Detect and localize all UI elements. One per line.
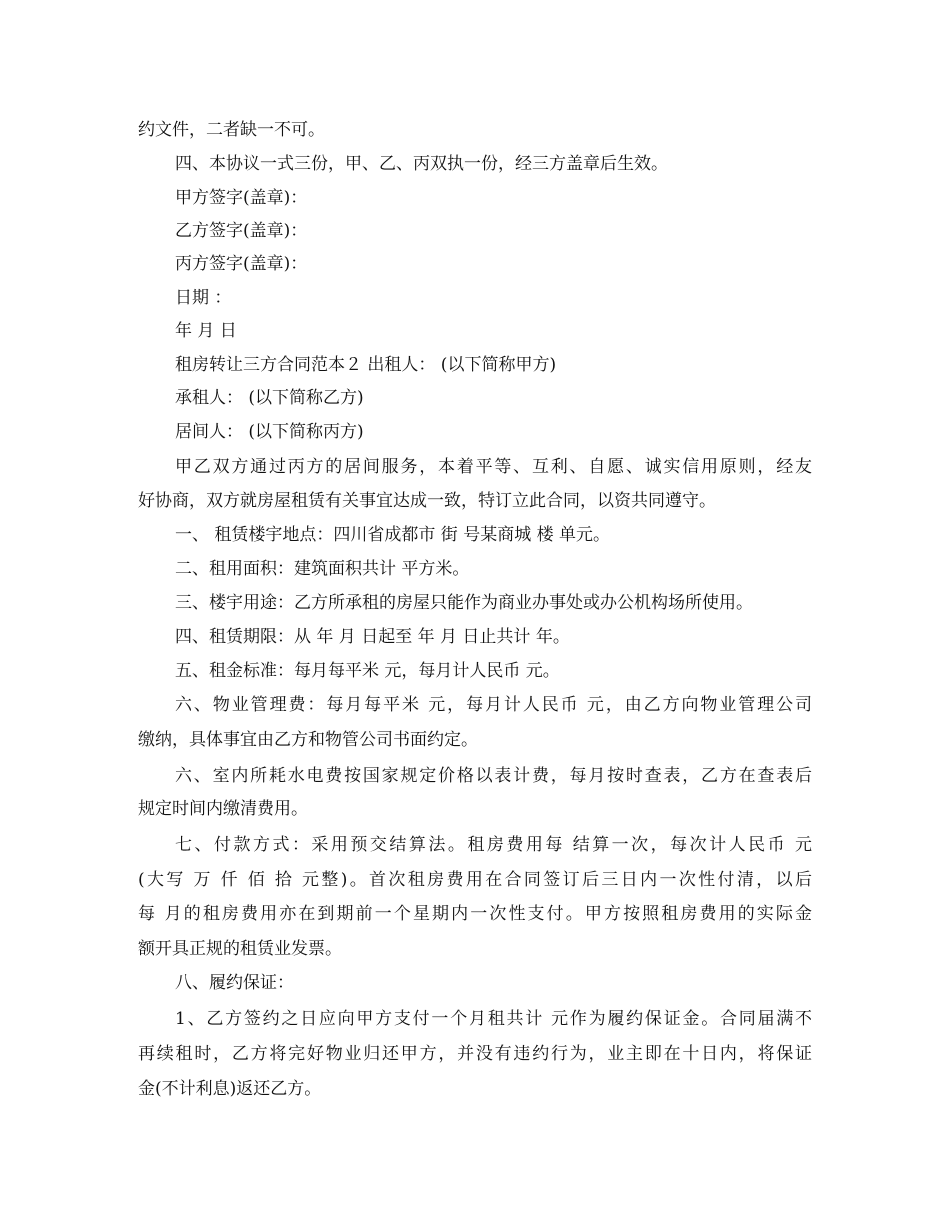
- text-line: 承租人： (以下简称乙方): [175, 388, 364, 408]
- clause-2: 二、租用面积：建筑面积共计 平方米。: [175, 559, 470, 579]
- text-line: 好协商，双方就房屋租赁有关事宜达成一致，特订立此合同，以资共同遵守。: [138, 491, 716, 511]
- text-line: 四、本协议一式三份，甲、乙、丙双执一份，经三方盖章后生效。: [175, 154, 668, 174]
- signature-line-party-b: 乙方签字(盖章)：: [175, 221, 308, 241]
- text-line: (大写 万 仟 佰 拾 元整)。首次租房费用在合同签订后三日内一次性付清，以后: [138, 870, 812, 890]
- text-line: 再续租时，乙方将完好物业归还甲方，并没有违约行为，业主即在十日内，将保证: [138, 1044, 812, 1064]
- date-fields: 年 月 日: [175, 321, 237, 341]
- text-line: 约文件，二者缺一不可。: [138, 120, 325, 140]
- clause-8-1: 1、乙方签约之日应向甲方支付一个月租共计 元作为履约保证金。合同届满不: [175, 1009, 812, 1029]
- contract-title-line: 租房转让三方合同范本２ 出租人： (以下简称甲方): [175, 355, 557, 375]
- text-line: 甲乙双方通过丙方的居间服务，本着平等、互利、自愿、诚实信用原则，经友: [175, 457, 812, 477]
- clause-1: 一、 租赁楼宇地点：四川省成都市 街 号某商城 楼 单元。: [175, 525, 611, 545]
- clause-6b: 六、室内所耗水电费按国家规定价格以表计费，每月按时查表，乙方在查表后: [175, 766, 812, 786]
- clause-4: 四、租赁期限：从 年 月 日起至 年 月 日止共计 年。: [175, 627, 570, 647]
- clause-3: 三、楼宇用途：乙方所承租的房屋只能作为商业办事处或办公机构场所使用。: [175, 593, 753, 613]
- text-line: 额开具正规的租赁业发票。: [138, 939, 342, 959]
- clause-5: 五、租金标准：每月每平米 元，每月计人民币 元。: [175, 661, 560, 681]
- signature-line-party-c: 丙方签字(盖章)：: [175, 254, 308, 274]
- text-line: 每 月的租房费用亦在到期前一个星期内一次性支付。甲方按照租房费用的实际金: [138, 904, 812, 924]
- text-line: 规定时间内缴清费用。: [138, 799, 308, 819]
- clause-6: 六、物业管理费：每月每平米 元，每月计人民币 元，由乙方向物业管理公司: [175, 695, 812, 715]
- signature-line-party-a: 甲方签字(盖章)：: [175, 188, 308, 208]
- text-line: 居间人： (以下简称丙方): [175, 422, 364, 442]
- clause-8: 八、履约保证：: [175, 973, 294, 993]
- clause-7: 七、付款方式：采用预交结算法。租房费用每 结算一次，每次计人民币 元: [175, 835, 812, 855]
- date-label: 日期 ：: [175, 288, 232, 308]
- text-line: 缴纳，具体事宜由乙方和物管公司书面约定。: [138, 730, 478, 750]
- text-line: 金(不计利息)返还乙方。: [138, 1079, 322, 1099]
